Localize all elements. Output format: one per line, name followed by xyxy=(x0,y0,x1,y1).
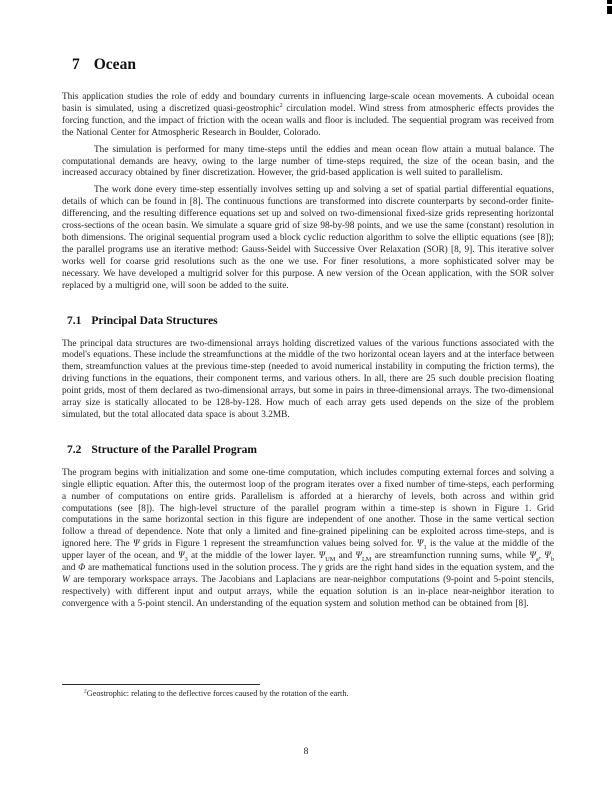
footnote-divider xyxy=(62,684,260,685)
subsection-title: Structure of the Parallel Program xyxy=(91,443,258,456)
scan-artifact xyxy=(607,0,612,14)
paragraph-data-structures: The principal data structures are two-dimensional arrays holding discretized values of the various functions associated with the model's equations. These include the streamfunctions at the middle of the two horizontal ocean layers and at the interface between them, streamfunction values at the previous time-step (needed to avoid numerical instability in computing the friction terms), the driving functions in the equations, their component terms, and various others. In all, there are 25 such double precision floating point grids, most of them declared as two-dimensional arrays, but some in pairs in three-dimensional arrays. The two-dimensional array size is statically allocated to be 128-by-128. How much of each array gets used depends on the size of the problem simulated, but the total allocated data space is about 3.2MB. xyxy=(62,338,554,420)
paragraph-simulation-balance: The simulation is performed for many time-steps until the eddies and mean ocean flow attain a mutual balance. The computational demands are heavy, owing to the large number of time-steps required, the size of the ocean basin, and the increased accuracy obtained by finer discretization. However, the grid-based application is well suited to parallelism. xyxy=(62,144,554,179)
section-title: Ocean xyxy=(93,56,136,73)
footnote-area xyxy=(62,682,554,700)
paragraph-application-overview: This application studies the role of eddy and boundary currents in influencing large-scale ocean movements. A cuboidal ocean basin is simulated, using a discretized quasi-geostrophic$^2$ circulation model. Wind stress from atmospheric effects provides the forcing function, and the impact of friction with the ocean walls and floor is included. The sequential program was received from the National Center for Atmospheric Research in Boulder, Colorado. xyxy=(62,92,554,138)
subsection-title: Principal Data Structures xyxy=(91,314,218,327)
section-heading-ocean xyxy=(72,56,554,74)
paragraph-parallel-structure: The program begins with initialization and some one-time computation, which includes computing external forces and solving a single elliptic equation. After this, the outermost loop of the program iterates over a fixed number of time-steps, each performing a number of computations on entire grids. Parallelism is afforded at a hierarchy of levels, both across and within grid computations (see [8]). The high-level structure of the parallel program within a time-step is shown in Figure 1. Grid computations in the same horizontal section in this figure are independent of one another. Those in the same vertical section follow a thread of dependence. Note that only a limited and fine-grained pipelining can be exploited across time-steps, and is ignored here. The Ψ grids in Figure 1 represent the streamfunction values being solved for. $\Psi_1$ is the value at the middle of the upper layer of the ocean, and $\Psi_3$ at the middle of the lower layer. $\Psi_{UM}$ and $\Psi_{LM}$ are streamfunction running sums, while $\Psi_a$, $\Psi_b$ and Φ are mathematical functions used in the solution process. The γ grids are the right hand sides in the equation system, and the W are temporary workspace arrays. The Jacobians and Laplacians are near-neighbor computations (9-point and 5-point stencils, respectively) with different input and output arrays, while the equation solution is an in-place near-neighbor iteration to convergence with a 5-point stencil. An understanding of the equation system and solution method can be obtained from [8]. xyxy=(62,467,555,609)
subsection-number: 7.1 xyxy=(67,314,82,327)
footnote-geostrophic: $^2$Geostrophic: relating to the deflective forces caused by the rotation of the earth. xyxy=(84,688,349,698)
page-number: 8 xyxy=(303,747,309,757)
paragraph-timestep-work: The work done every time-step essentially involves setting up and solving a set of spatial partial differential equations, details of which can be found in [8]. The continuous functions are transformed into discrete counterparts by second-order finite-differencing, and the resulting difference equations set up and solved on two-dimensional fixed-size grids representing horizontal cross-sections of the ocean basin. We simulate a square grid of size 98-by-98 points, and we use the same (constant) resolution in both dimensions. The original sequential program used a block cyclic reduction algorithm to solve the elliptic equations (see [8]); the parallel programs use an iterative method: Gauss-Seidel with Successive Over Relaxation (SOR) [8, 9]. This iterative solver works well for coarse grid resolutions such as the one we use. For finer resolutions, a more sophisticated solver may be necessary. We have developed a multigrid solver for this purpose. A new version of the Ocean application, with the SOR solver replaced by a multigrid one, will soon be added to the suite. xyxy=(62,185,554,291)
section-number: 7 xyxy=(72,56,80,73)
subsection-heading-parallel-program xyxy=(67,444,554,456)
subsection-number: 7.2 xyxy=(67,443,82,456)
subsection-heading-data-structures xyxy=(67,315,554,327)
